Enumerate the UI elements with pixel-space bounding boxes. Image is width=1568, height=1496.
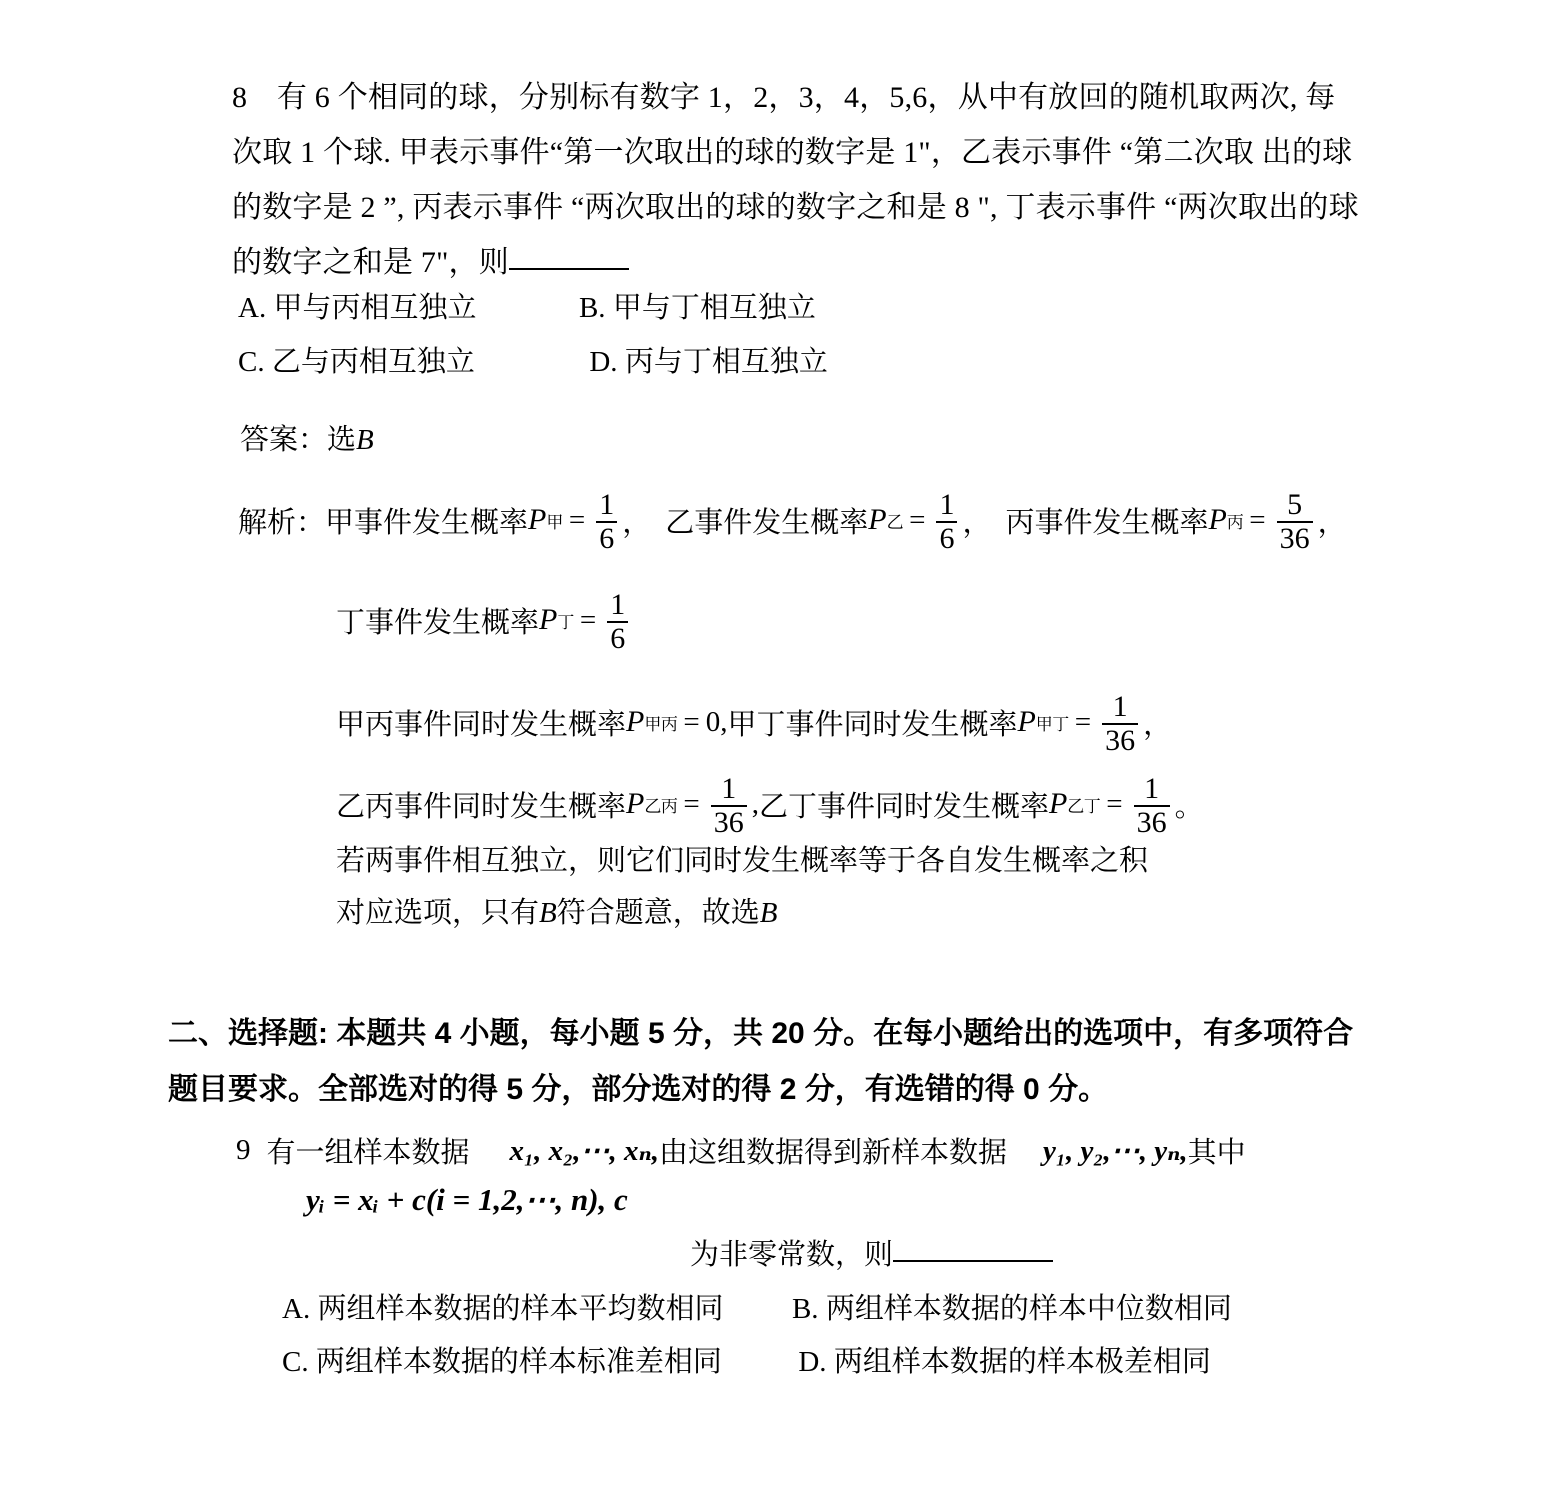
question-8-option-c-key: C. <box>238 346 265 378</box>
analysis-l1-seg3-fraction <box>1277 490 1313 554</box>
analysis-l1-seg1-fraction <box>596 490 617 554</box>
question-9-line1-pre: 有一组样本数据 <box>266 1137 470 1169</box>
analysis-l1-seg3-tail: ， <box>1317 506 1347 539</box>
fraction-denominator: 6 <box>607 621 628 654</box>
analysis-l1-seg2-eq: = <box>909 503 926 536</box>
analysis-line-1 <box>238 488 1347 555</box>
section-2-heading <box>168 1006 1353 1118</box>
analysis-l3-seg2-var: P <box>1017 705 1036 738</box>
question-9-line-1 <box>236 1130 1246 1171</box>
question-9-line3-text: 为非零常数，则 <box>690 1239 894 1271</box>
analysis-line-4 <box>336 772 1204 839</box>
analysis-l4-seg2-fraction <box>1134 774 1170 838</box>
analysis-l4-seg1-text: 乙丙事件同时发生概率 <box>336 790 627 823</box>
analysis-l6-pre: 对应选项，只有 <box>336 897 540 929</box>
question-8-option-b-text: 甲与丁相互独立 <box>612 292 816 324</box>
analysis-l1-seg2-tail: ， <box>962 506 992 539</box>
question-8-answer-blank[interactable] <box>509 268 629 270</box>
question-9-option-d-text: 两组样本数据的样本极差相同 <box>833 1346 1211 1378</box>
analysis-l4-seg1-tail: , <box>751 787 759 820</box>
question-8-answer <box>240 417 374 458</box>
analysis-l6-mid: 符合题意，故选 <box>556 897 760 929</box>
question-8-option-c-text: 乙与丙相互独立 <box>271 346 475 378</box>
analysis-label: 解析： <box>238 506 326 539</box>
analysis-l3-seg2-eq: = <box>1074 705 1092 738</box>
analysis-l1-seg1-eq: = <box>568 503 586 536</box>
question-8-number: 8 <box>232 81 248 114</box>
question-9-option-row-1 <box>282 1285 1232 1333</box>
question-9-option-c-text: 两组样本数据的样本标准差相同 <box>315 1346 722 1378</box>
fraction-numerator: 1 <box>939 488 955 521</box>
question-8-number-and-line1 <box>232 70 1392 125</box>
question-9-option-d-key: D. <box>798 1346 827 1378</box>
analysis-line-2 <box>336 588 633 655</box>
analysis-l3-seg2-fraction <box>1102 692 1138 756</box>
analysis-l6-var-2: B <box>759 897 778 929</box>
fraction-numerator: 1 <box>599 488 615 521</box>
fraction-numerator: 5 <box>1287 488 1303 521</box>
analysis-l1-seg3-var: P <box>1208 503 1227 536</box>
question-8-line-1: 有 6 个相同的球，分别标有数字 1，2，3，4，5,6，从中有放回的随机取两次, 每 <box>276 81 1336 114</box>
answer-label: 答案：选 <box>240 424 357 456</box>
fraction-denominator: 6 <box>936 521 957 554</box>
analysis-l2-var: P <box>539 603 558 636</box>
analysis-l3-seg2-tail: ， <box>1143 708 1173 741</box>
question-9-option-row-2 <box>282 1338 1211 1386</box>
analysis-l2-text: 丁事件发生概率 <box>336 606 540 639</box>
fraction-numerator: 1 <box>610 588 626 621</box>
question-8-stem <box>232 70 1392 290</box>
analysis-l4-seg2-text: 乙丁事件同时发生概率 <box>758 790 1049 823</box>
analysis-l4-seg1-sub: 乙丙 <box>644 796 678 816</box>
analysis-line-6 <box>336 890 777 931</box>
analysis-l1-seg1-tail: ， <box>622 506 652 539</box>
section-2-heading-line-2: 题目要求。全部选对的得 5 分，部分选对的得 2 分，有选错的得 0 分。 <box>168 1073 1109 1106</box>
analysis-l1-seg3-text: 丙事件发生概率 <box>1005 506 1209 539</box>
analysis-l1-seg2-text: 乙事件发生概率 <box>665 506 869 539</box>
answer-value: B <box>356 424 374 456</box>
question-9-option-a-text: 两组样本数据的样本平均数相同 <box>317 1293 724 1325</box>
question-9-number: 9 <box>236 1134 251 1166</box>
question-9-answer-blank[interactable] <box>893 1260 1053 1262</box>
question-9-line-2 <box>306 1182 628 1218</box>
analysis-l1-seg1-sub: 甲 <box>546 512 563 532</box>
analysis-l4-seg1-fraction <box>711 774 747 838</box>
question-8-line-2: 次取 1 个球. 甲表示事件“第一次取出的球的数字是 1"，乙表示事件 “第二次取 出的球 <box>232 136 1353 169</box>
fraction-denominator: 36 <box>1134 805 1170 838</box>
analysis-l3-seg2-sub: 甲丁 <box>1035 714 1069 734</box>
analysis-l1-seg2-fraction <box>936 490 957 554</box>
fraction-denominator: 36 <box>711 805 747 838</box>
analysis-line-5: 若两事件相互独立，则它们同时发生概率等于各自发生概率之积 <box>336 845 1149 877</box>
question-8-option-b[interactable] <box>579 292 816 324</box>
analysis-l3-seg1-eq: = <box>683 705 700 738</box>
analysis-l4-seg2-tail: 。 <box>1174 790 1204 823</box>
analysis-l1-seg3-eq: = <box>1249 503 1266 536</box>
question-9-math-y-series: y₁, y₂,⋯, yₙ, <box>1043 1135 1188 1167</box>
fraction-denominator: 36 <box>1102 723 1138 756</box>
question-8-option-a-key: A. <box>238 292 267 324</box>
question-8-option-row-1 <box>238 284 816 332</box>
fraction-numerator: 1 <box>1112 690 1128 723</box>
analysis-l2-eq: = <box>579 603 597 636</box>
fraction-numerator: 1 <box>721 772 737 805</box>
question-9-option-c[interactable] <box>282 1346 729 1378</box>
fraction-denominator: 6 <box>596 521 617 554</box>
question-9-option-b-text: 两组样本数据的样本中位数相同 <box>825 1293 1232 1325</box>
question-8-option-d-key: D. <box>589 346 618 378</box>
analysis-l3-seg2-text: 甲丁事件同时发生概率 <box>727 708 1018 741</box>
fraction-denominator: 36 <box>1277 521 1313 554</box>
question-9-line1-tail: 其中 <box>1187 1137 1246 1169</box>
analysis-l1-seg1-var: P <box>528 503 547 536</box>
analysis-l4-seg1-var: P <box>626 787 645 820</box>
analysis-l3-seg1-text: 甲丙事件同时发生概率 <box>336 708 627 741</box>
section-2-heading-line-1: 二、选择题: 本题共 4 小题，每小题 5 分，共 20 分。在每小题给出的选项中，有多项符合 <box>168 1017 1354 1050</box>
analysis-l1-seg1-text: 甲事件发生概率 <box>325 506 529 539</box>
question-8-line-3: 的数字是 2 ”, 丙表示事件 “两次取出的球的数字之和是 8 ", 丁表示事件 “两次取出的球 <box>232 191 1359 224</box>
analysis-l2-fraction <box>607 590 628 654</box>
analysis-l4-seg2-sub: 乙丁 <box>1067 796 1101 816</box>
analysis-l6-var-1: B <box>539 897 557 929</box>
fraction-numerator: 1 <box>1144 772 1160 805</box>
question-8-option-a[interactable] <box>238 292 484 324</box>
analysis-l4-seg1-eq: = <box>683 787 700 820</box>
question-8-option-d-text: 丙与丁相互独立 <box>624 346 828 378</box>
question-9-option-a-key: A. <box>282 1293 311 1325</box>
question-8-option-c[interactable] <box>238 346 482 378</box>
analysis-l4-seg2-eq: = <box>1106 787 1123 820</box>
analysis-line-3 <box>336 690 1173 757</box>
question-9-option-b[interactable] <box>792 1293 1232 1325</box>
analysis-l1-seg2-var: P <box>868 503 887 536</box>
analysis-l1-seg2-sub: 乙 <box>886 512 904 532</box>
question-9-option-d[interactable] <box>798 1346 1210 1378</box>
question-9-option-a[interactable] <box>282 1293 731 1325</box>
analysis-l1-seg3-sub: 丙 <box>1226 512 1244 532</box>
question-9-line1-mid: 由这组数据得到新样本数据 <box>659 1137 1008 1169</box>
analysis-l3-seg1-var: P <box>626 705 645 738</box>
question-9-math-definition: yᵢ = xᵢ + c(i = 1,2,⋯, n), c <box>306 1182 628 1217</box>
analysis-l3-seg1-value: 0, <box>705 705 728 738</box>
question-8-option-a-text: 甲与丙相互独立 <box>273 292 477 324</box>
analysis-l3-seg1-sub: 甲丙 <box>644 714 678 734</box>
analysis-l2-sub: 丁 <box>557 612 574 632</box>
question-9-option-b-key: B. <box>791 1293 819 1325</box>
question-8-option-b-key: B. <box>578 292 606 324</box>
analysis-l4-seg2-var: P <box>1048 787 1068 820</box>
question-8-line-4-text: 的数字之和是 7"，则 <box>232 246 509 279</box>
question-8-line-4 <box>232 235 1392 290</box>
question-9-line-3 <box>690 1232 1053 1273</box>
question-9-math-x-series: x₁, x₂,⋯, xₙ, <box>509 1135 660 1167</box>
question-9-option-c-key: C. <box>282 1346 309 1378</box>
question-8-option-d[interactable] <box>589 346 827 378</box>
question-8-option-row-2 <box>238 338 828 386</box>
